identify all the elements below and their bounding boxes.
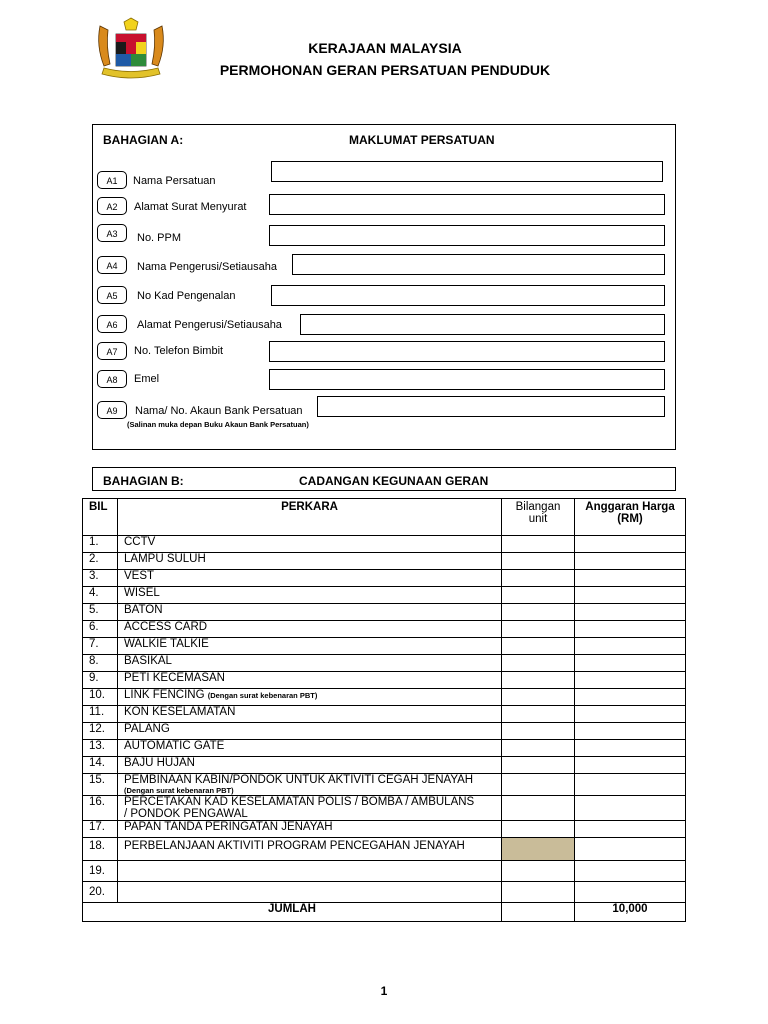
- section-a-box: [92, 124, 676, 450]
- row-anggaran-harga-input[interactable]: [575, 796, 686, 821]
- field-code-a4: A4: [97, 256, 127, 274]
- row-bil: 2.: [83, 553, 118, 570]
- table-row: [83, 821, 686, 838]
- row-bil: 19.: [83, 861, 118, 882]
- row-item-text: PEMBINAAN KABIN/PONDOK UNTUK AKTIVITI CEGAH JENAYAH: [124, 774, 474, 786]
- no-kad-pengenalan-input[interactable]: [271, 285, 665, 306]
- row-bil: 11.: [83, 706, 118, 723]
- table-row: [83, 536, 686, 553]
- row-bil: 18.: [83, 838, 118, 861]
- row-bilangan-unit-input[interactable]: [502, 882, 575, 903]
- row-bil: 10.: [83, 689, 118, 706]
- row-perkara: [118, 821, 502, 838]
- row-bilangan-unit-input[interactable]: [502, 672, 575, 689]
- table-total-row: [83, 903, 686, 922]
- section-b-title: CADANGAN KEGUNAAN GERAN: [299, 474, 489, 488]
- row-item-text: WISEL: [124, 587, 160, 599]
- row-item-text: ACCESS CARD: [124, 621, 208, 633]
- field-label-no-kad-pengenalan: No Kad Pengenalan: [137, 290, 236, 302]
- nama-pengerusi-input[interactable]: [292, 254, 665, 275]
- row-anggaran-harga-input[interactable]: [575, 689, 686, 706]
- row-perkara: [118, 638, 502, 655]
- row-anggaran-harga-input[interactable]: [575, 638, 686, 655]
- row-bil: 16.: [83, 796, 118, 821]
- header-title-line2: PERMOHONAN GERAN PERSATUAN PENDUDUK: [219, 62, 551, 78]
- row-anggaran-harga-input[interactable]: [575, 655, 686, 672]
- header-perkara: PERKARA: [118, 499, 502, 536]
- row-bil: 7.: [83, 638, 118, 655]
- no-ppm-input[interactable]: [269, 225, 665, 246]
- field-code-a3: A3: [97, 224, 127, 242]
- row-anggaran-harga-input[interactable]: [575, 861, 686, 882]
- row-bilangan-unit-input[interactable]: [502, 706, 575, 723]
- header-anggaran-harga: Anggaran Harga (RM): [575, 499, 686, 536]
- row-item-text: BATON: [124, 604, 163, 616]
- row-perkara: [118, 740, 502, 757]
- row-item-text: AUTOMATIC GATE: [124, 740, 225, 752]
- row-anggaran-harga-input[interactable]: [575, 838, 686, 861]
- total-label: JUMLAH: [83, 903, 502, 922]
- section-a-label: BAHAGIAN A:: [103, 133, 184, 147]
- table-row: [83, 838, 686, 861]
- row-bil: 14.: [83, 757, 118, 774]
- field-label-alamat-pengerusi: Alamat Pengerusi/Setiausaha: [137, 319, 282, 331]
- row-bilangan-unit-input[interactable]: [502, 553, 575, 570]
- table-row: [83, 757, 686, 774]
- row-bil: 4.: [83, 587, 118, 604]
- row-perkara: [118, 861, 502, 882]
- row-anggaran-harga-input[interactable]: [575, 621, 686, 638]
- row-bil: 12.: [83, 723, 118, 740]
- row-anggaran-harga-input[interactable]: [575, 570, 686, 587]
- page-number: 1: [380, 984, 388, 998]
- table-row: [83, 706, 686, 723]
- row-item-text: CCTV: [124, 536, 156, 548]
- malaysia-coat-of-arms-logo: [92, 16, 170, 82]
- total-value: 10,000: [575, 903, 686, 922]
- row-perkara: [118, 570, 502, 587]
- row-bil: 8.: [83, 655, 118, 672]
- row-bilangan-unit-input[interactable]: [502, 740, 575, 757]
- table-header-row: [83, 499, 686, 536]
- header-bilangan-unit: Bilangan unit: [502, 499, 575, 536]
- table-row: [83, 672, 686, 689]
- field-code-a8: A8: [97, 370, 127, 388]
- row-perkara: [118, 838, 502, 861]
- field-label-alamat-surat: Alamat Surat Menyurat: [134, 201, 247, 213]
- table-row: [83, 655, 686, 672]
- table-row: [83, 587, 686, 604]
- row-anggaran-harga-input[interactable]: [575, 821, 686, 838]
- field-label-akaun-bank: Nama/ No. Akaun Bank Persatuan: [135, 405, 303, 417]
- akaun-bank-input[interactable]: [317, 396, 665, 417]
- row-bilangan-unit-input[interactable]: [502, 638, 575, 655]
- table-row: [83, 861, 686, 882]
- row-bilangan-unit-input[interactable]: [502, 757, 575, 774]
- row-anggaran-harga-input[interactable]: [575, 553, 686, 570]
- row-item-text: BASIKAL: [124, 655, 172, 667]
- row-item-text: KON KESELAMATAN: [124, 706, 236, 718]
- table-row: [83, 796, 686, 821]
- row-item-text: PERBELANJAAN AKTIVITI PROGRAM PENCEGAHAN JENAYAH: [124, 840, 465, 852]
- row-anggaran-harga-input[interactable]: [575, 882, 686, 903]
- section-a-title: MAKLUMAT PERSATUAN: [349, 133, 495, 147]
- row-perkara: [118, 587, 502, 604]
- row-bilangan-unit-input[interactable]: [502, 587, 575, 604]
- field-label-nama-persatuan: Nama Persatuan: [133, 175, 216, 187]
- row-perkara: [118, 796, 502, 821]
- table-row: [83, 723, 686, 740]
- row-bilangan-unit-input[interactable]: [502, 621, 575, 638]
- row-bil: 13.: [83, 740, 118, 757]
- table-row: [83, 621, 686, 638]
- row-bilangan-unit-input[interactable]: [502, 861, 575, 882]
- grant-items-table: [82, 498, 686, 922]
- row-bilangan-unit-input[interactable]: [502, 604, 575, 621]
- row-perkara: [118, 621, 502, 638]
- row-perkara: [118, 774, 502, 796]
- row-bil: 15.: [83, 774, 118, 796]
- row-bilangan-unit-input[interactable]: [502, 821, 575, 838]
- field-label-emel: Emel: [134, 373, 160, 385]
- row-bilangan-unit-input[interactable]: [502, 570, 575, 587]
- row-bilangan-unit-input[interactable]: [502, 536, 575, 553]
- row-item-text: BAJU HUJAN: [124, 757, 195, 769]
- akaun-bank-note: (Salinan muka depan Buku Akaun Bank Persatuan): [127, 420, 309, 429]
- row-bilangan-unit-input[interactable]: [502, 655, 575, 672]
- row-anggaran-harga-input[interactable]: [575, 774, 686, 796]
- table-row: [83, 740, 686, 757]
- row-anggaran-harga-input[interactable]: [575, 536, 686, 553]
- table-row: [83, 638, 686, 655]
- row-perkara: [118, 882, 502, 903]
- field-label-no-ppm: No. PPM: [137, 232, 182, 244]
- table-row: [83, 689, 686, 706]
- row-item-text: VEST: [124, 570, 155, 582]
- row-item-note: (Dengan surat kebenaran PBT): [124, 786, 234, 795]
- table-row: [83, 553, 686, 570]
- row-item-text: PALANG: [124, 723, 170, 735]
- nama-persatuan-input[interactable]: [271, 161, 663, 182]
- row-perkara: [118, 689, 502, 706]
- row-anggaran-harga-input[interactable]: [575, 740, 686, 757]
- field-code-a1: A1: [97, 171, 127, 189]
- row-anggaran-harga-input[interactable]: [575, 706, 686, 723]
- row-anggaran-harga-input[interactable]: [575, 723, 686, 740]
- row-anggaran-harga-input[interactable]: [575, 757, 686, 774]
- row-bil: 1.: [83, 536, 118, 553]
- field-code-a9: A9: [97, 401, 127, 419]
- row-anggaran-harga-input[interactable]: [575, 672, 686, 689]
- header-title-line1: KERAJAAN MALAYSIA: [308, 40, 462, 56]
- field-code-a7: A7: [97, 342, 127, 360]
- row-item-text: PAPAN TANDA PERINGATAN JENAYAH: [124, 821, 333, 833]
- table-row: [83, 882, 686, 903]
- row-bil: 3.: [83, 570, 118, 587]
- header-bil: BIL: [83, 499, 118, 536]
- field-code-a2: A2: [97, 197, 127, 215]
- row-perkara: [118, 706, 502, 723]
- row-bilangan-unit-input[interactable]: [502, 796, 575, 821]
- no-telefon-input[interactable]: [269, 341, 665, 362]
- row-perkara: [118, 604, 502, 621]
- row-perkara: [118, 757, 502, 774]
- row-item-text-line2: / PONDOK PENGAWAL: [124, 808, 248, 820]
- row-bil: 17.: [83, 821, 118, 838]
- row-anggaran-harga-input[interactable]: [575, 587, 686, 604]
- row-bil: 5.: [83, 604, 118, 621]
- row-bilangan-unit-input[interactable]: [502, 774, 575, 796]
- row-bil: 20.: [83, 882, 118, 903]
- row-item-text: PERCETAKAN KAD KESELAMATAN POLIS / BOMBA / AMBULANS: [124, 796, 475, 808]
- row-bilangan-unit-input[interactable]: [502, 689, 575, 706]
- section-b-box: [92, 467, 676, 491]
- table-row: [83, 570, 686, 587]
- alamat-pengerusi-input[interactable]: [300, 314, 665, 335]
- row-perkara: [118, 655, 502, 672]
- row-bilangan-unit-input[interactable]: [502, 838, 575, 861]
- row-item-note: (Dengan surat kebenaran PBT): [207, 691, 318, 700]
- row-perkara: [118, 553, 502, 570]
- row-perkara: [118, 536, 502, 553]
- total-unit-cell: [502, 903, 575, 922]
- row-bil: 6.: [83, 621, 118, 638]
- section-b-label: BAHAGIAN B:: [103, 474, 184, 488]
- row-item-text: LAMPU SULUH: [124, 553, 206, 565]
- row-bilangan-unit-input[interactable]: [502, 723, 575, 740]
- emel-input[interactable]: [269, 369, 665, 390]
- row-anggaran-harga-input[interactable]: [575, 604, 686, 621]
- alamat-surat-input[interactable]: [269, 194, 665, 215]
- field-code-a5: A5: [97, 286, 127, 304]
- table-row: [83, 774, 686, 796]
- field-label-no-telefon: No. Telefon Bimbit: [134, 345, 224, 357]
- row-item-text: PETI KECEMASAN: [124, 672, 225, 684]
- row-item-text: WALKIE TALKIE: [124, 638, 209, 650]
- row-perkara: [118, 723, 502, 740]
- row-perkara: [118, 672, 502, 689]
- row-item-text: LINK FENCING: [124, 689, 205, 701]
- field-label-nama-pengerusi: Nama Pengerusi/Setiausaha: [137, 261, 278, 273]
- row-bil: 9.: [83, 672, 118, 689]
- field-code-a6: A6: [97, 315, 127, 333]
- table-row: [83, 604, 686, 621]
